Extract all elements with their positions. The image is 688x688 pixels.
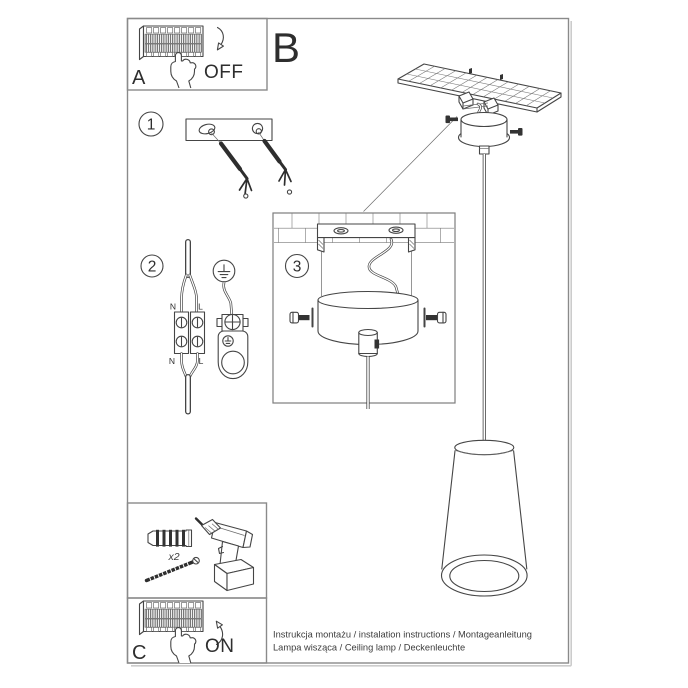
on-label: ON bbox=[205, 636, 235, 657]
strain-relief bbox=[359, 330, 379, 357]
neutral-label-bottom: N bbox=[168, 356, 176, 366]
power-off-panel-box bbox=[132, 26, 244, 89]
footer-line-2: Lampa wisząca / Ceiling lamp / Deckenleuchte bbox=[273, 642, 466, 653]
live-label-top: L bbox=[198, 301, 203, 312]
leader-line bbox=[364, 117, 458, 212]
ground-symbol-icon bbox=[213, 260, 235, 282]
drill-icon bbox=[196, 519, 254, 591]
circuit-breaker-illustration bbox=[140, 26, 204, 88]
power-on-panel-box bbox=[132, 601, 235, 664]
pressing-hand-icon bbox=[171, 53, 196, 88]
switch-down-arrow-icon bbox=[217, 28, 223, 50]
step-2-number: 2 bbox=[147, 258, 157, 276]
step-1-illustration bbox=[139, 112, 292, 198]
step-3-illustration bbox=[273, 213, 455, 409]
footer-line-1: Instrukcja montażu / instalation instructions / Montageanleitung bbox=[273, 629, 532, 640]
screw-with-anchor-left bbox=[212, 133, 252, 198]
step-3-number: 3 bbox=[292, 258, 302, 276]
lamp-cable bbox=[182, 354, 198, 412]
screw-with-anchor-right bbox=[259, 132, 292, 194]
terminal-block bbox=[175, 312, 205, 354]
panel-a-label: A bbox=[132, 67, 146, 89]
cone-shade bbox=[442, 440, 528, 596]
ground-wire-and-lug bbox=[217, 283, 248, 379]
step-2-illustration bbox=[141, 242, 248, 412]
mains-cable bbox=[182, 242, 197, 313]
wall-anchor-icon bbox=[148, 530, 192, 547]
neutral-label-top: N bbox=[169, 301, 177, 312]
panel-c-label: C bbox=[132, 642, 147, 664]
canopy-b bbox=[446, 104, 523, 154]
off-label: OFF bbox=[204, 62, 244, 83]
step-1-number: 1 bbox=[146, 116, 156, 134]
diagram-b-label: B bbox=[272, 24, 301, 71]
anchor-quantity-label: x2 bbox=[168, 551, 180, 563]
live-label-bottom: L bbox=[198, 356, 204, 366]
footer bbox=[273, 630, 532, 653]
tools-box bbox=[147, 519, 254, 591]
